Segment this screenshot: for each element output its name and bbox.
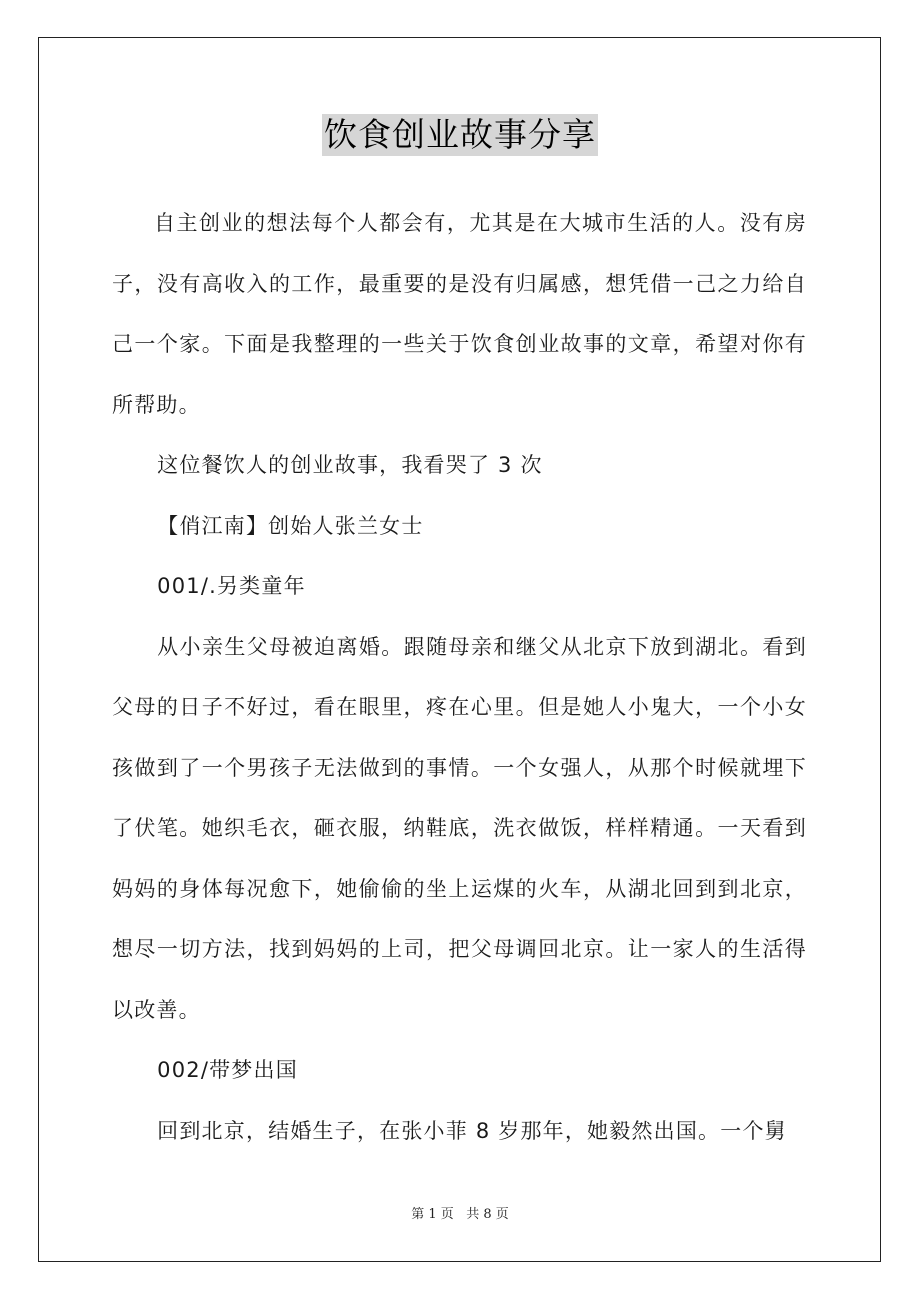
page-number: 第 1 页: [411, 1207, 454, 1222]
paragraph-abroad: 回到北京，结婚生子，在张小菲 8 岁那年，她毅然出国。一个舅: [157, 1118, 787, 1143]
paragraph-childhood: 从小亲生父母被迫离婚。跟随母亲和继父从北京下放到湖北。看到父母的日子不好过，看在眼里，疼在心里。但是她人小鬼大，一个小女孩做到了一个男孩子无法做到的事情。一个女强人，从那个时候就埋下了伏笔。她织毛衣，砸衣服，纳鞋底，洗衣做饭，样样精通。一天看到妈妈的身体每况愈下，她偷偷的坐上运煤的火车，从湖北回到到北京，想尽一切方法，找到妈妈的上司，把父母调回北京。让一家人的生活得以改善。: [112, 634, 807, 1022]
title-container: [0, 114, 920, 156]
section-heading-001: 001/.另类童年: [157, 574, 306, 598]
paragraph-intro: 自主创业的想法每个人都会有，尤其是在大城市生活的人。没有房子，没有高收入的工作，最重要的是没有归属感，想凭借一己之力给自己一个家。下面是我整理的一些关于饮食创业故事的文章，希望对你有所帮助。: [112, 211, 807, 417]
document-body: [112, 193, 807, 1161]
footer-spacer: [454, 1207, 466, 1222]
document-title: 饮食创业故事分享: [324, 115, 596, 154]
page-total: 共 8 页: [466, 1207, 509, 1222]
page-footer: [0, 1206, 920, 1224]
paragraph-subheading: 这位餐饮人的创业故事，我看哭了 3 次: [157, 453, 543, 477]
section-heading-002: 002/带梦出国: [157, 1058, 298, 1082]
paragraph-founder: 【俏江南】创始人张兰女士: [157, 513, 424, 538]
